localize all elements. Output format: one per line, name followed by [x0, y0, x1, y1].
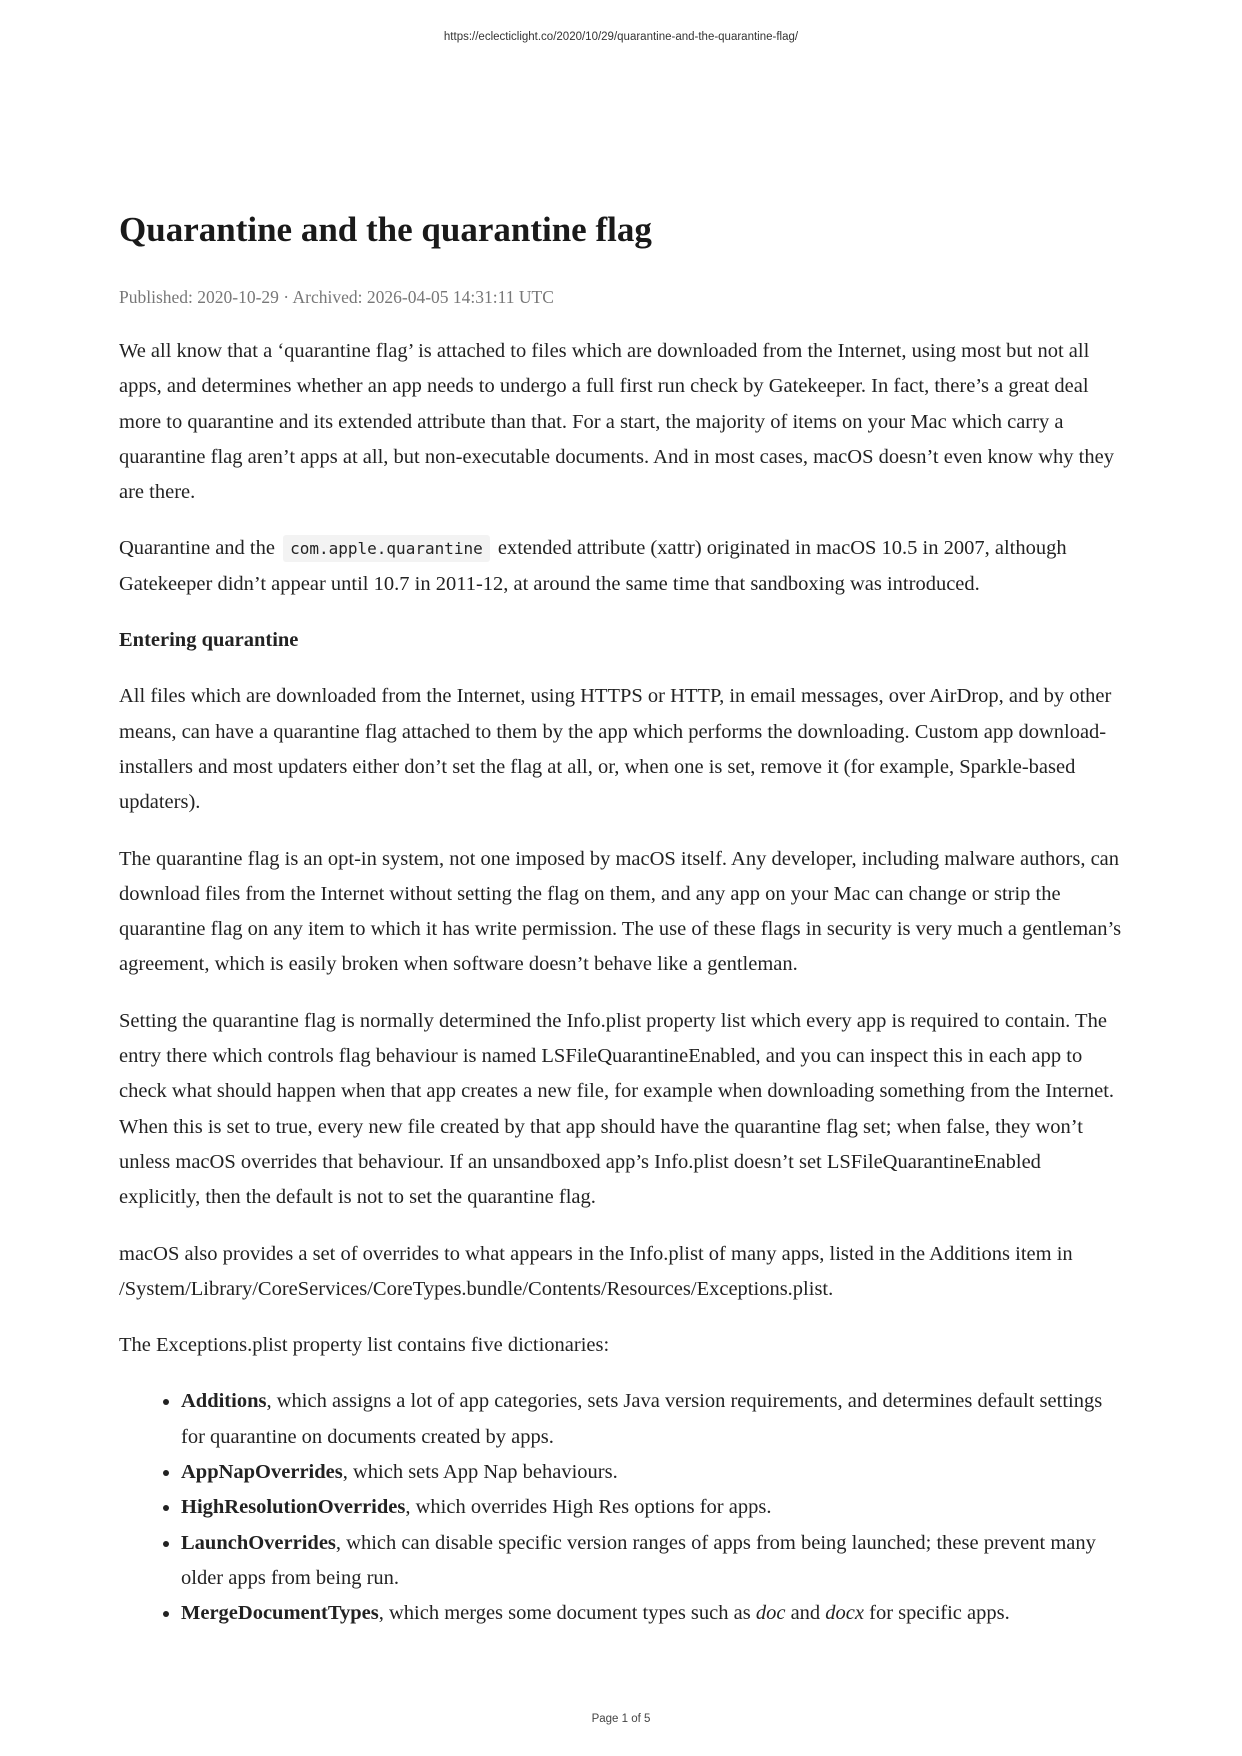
emphasis-docx: docx [825, 1602, 864, 1625]
list-item-term: Additions [181, 1390, 267, 1413]
list-item-desc: , which merges some document types such as [378, 1602, 756, 1625]
list-item [181, 1526, 1124, 1597]
page-number: Page 1 of 5 [591, 1713, 651, 1725]
list-item-desc: for specific apps. [864, 1602, 1010, 1625]
paragraph-xattr-history [119, 531, 1124, 602]
list-item-term: AppNapOverrides [181, 1461, 343, 1484]
list-item-term: LaunchOverrides [181, 1531, 336, 1554]
list-item-desc: and [785, 1602, 826, 1625]
page-url-header: https://eclecticlight.co/2020/10/29/quarantine-and-the-quarantine-flag/ [443, 31, 799, 43]
list-item [181, 1596, 1124, 1631]
article-title: Quarantine and the quarantine flag [119, 210, 652, 249]
list-item [181, 1384, 1124, 1455]
list-item-desc: , which can disable specific version ranges of apps from being launched; these prevent many older apps from being run. [181, 1531, 1096, 1589]
inline-code: com.apple.quarantine [283, 535, 490, 562]
paragraph-info-plist: Setting the quarantine flag is normally determined the Info.plist property list which every app is required to contain. The entry there which controls flag behaviour is named LSFileQuarantineEnabled, and you can inspect this in each app to check what should happen when that app creates a new file, for example when downloading something from the Internet. When this is set to true, every new file created by that app should have the quarantine flag set; when false, they won’t unless macOS overrides that behaviour. If an unsandboxed app’s Info.plist doesn’t set LSFileQuarantineEnabled explicitly, then the default is not to set the quarantine flag. [119, 1009, 1115, 1209]
article-body [119, 334, 1124, 1632]
paragraph-downloads: All files which are downloaded from the Internet, using HTTPS or HTTP, in email messages, over AirDrop, and by other means, can have a quarantine flag attached to them by the app which performs the downloading. Custom app download-installers and most updaters either don’t set the flag at all, or, when one is set, remove it (for example, Sparkle-based updaters). [119, 685, 1112, 814]
paragraph-opt-in: The quarantine flag is an opt-in system, not one imposed by macOS itself. Any developer, including malware authors, can download files from the Internet without setting the flag on them, and any app on your Mac can change or strip the quarantine flag on any item to which it has write permission. The use of these flags in security is very much a gentleman’s agreement, which is easily broken when software doesn’t behave like a gentleman. [119, 847, 1122, 976]
list-item-term: HighResolutionOverrides [181, 1496, 406, 1519]
list-item-desc: , which sets App Nap behaviours. [342, 1461, 618, 1484]
section-heading: Entering quarantine [119, 629, 299, 652]
article-meta: Published: 2020-10-29 · Archived: 2026-04-05 14:31:11 UTC [119, 287, 554, 307]
text-segment: extended attribute (xattr) originated in macOS 10.5 in 2007, although Gatekeeper didn’t appear until 10.7 in 2011-12, at around the same time that sandboxing was introduced. [119, 537, 1067, 595]
paragraph-overrides: macOS also provides a set of overrides to what appears in the Info.plist of many apps, listed in the Additions item in /System/Library/CoreServices/CoreTypes.bundle/Contents/Resources/Exceptions.plist. [119, 1242, 1073, 1300]
paragraph-intro: We all know that a ‘quarantine flag’ is attached to files which are downloaded from the Internet, using most but not all apps, and determines whether an app needs to undergo a full first run check by Gatekeeper. In fact, there’s a great deal more to quarantine and its extended attribute than that. For a start, the majority of items on your Mac which carry a quarantine flag aren’t apps at all, but non-executable documents. And in most cases, macOS doesn’t even know why they are there. [119, 340, 1114, 504]
list-item-desc: , which assigns a lot of app categories, sets Java version requirements, and determines default settings for quarantine on documents created by apps. [181, 1390, 1103, 1448]
list-item-term: MergeDocumentTypes [181, 1602, 379, 1625]
text-segment: Quarantine and the [119, 537, 275, 560]
emphasis-doc: doc [755, 1602, 786, 1625]
list-item-desc: , which overrides High Res options for apps. [405, 1496, 772, 1519]
paragraph-exceptions-intro: The Exceptions.plist property list contains five dictionaries: [119, 1334, 610, 1357]
list-item [181, 1490, 1124, 1525]
list-item [181, 1455, 1124, 1490]
dictionary-list [119, 1384, 1124, 1631]
